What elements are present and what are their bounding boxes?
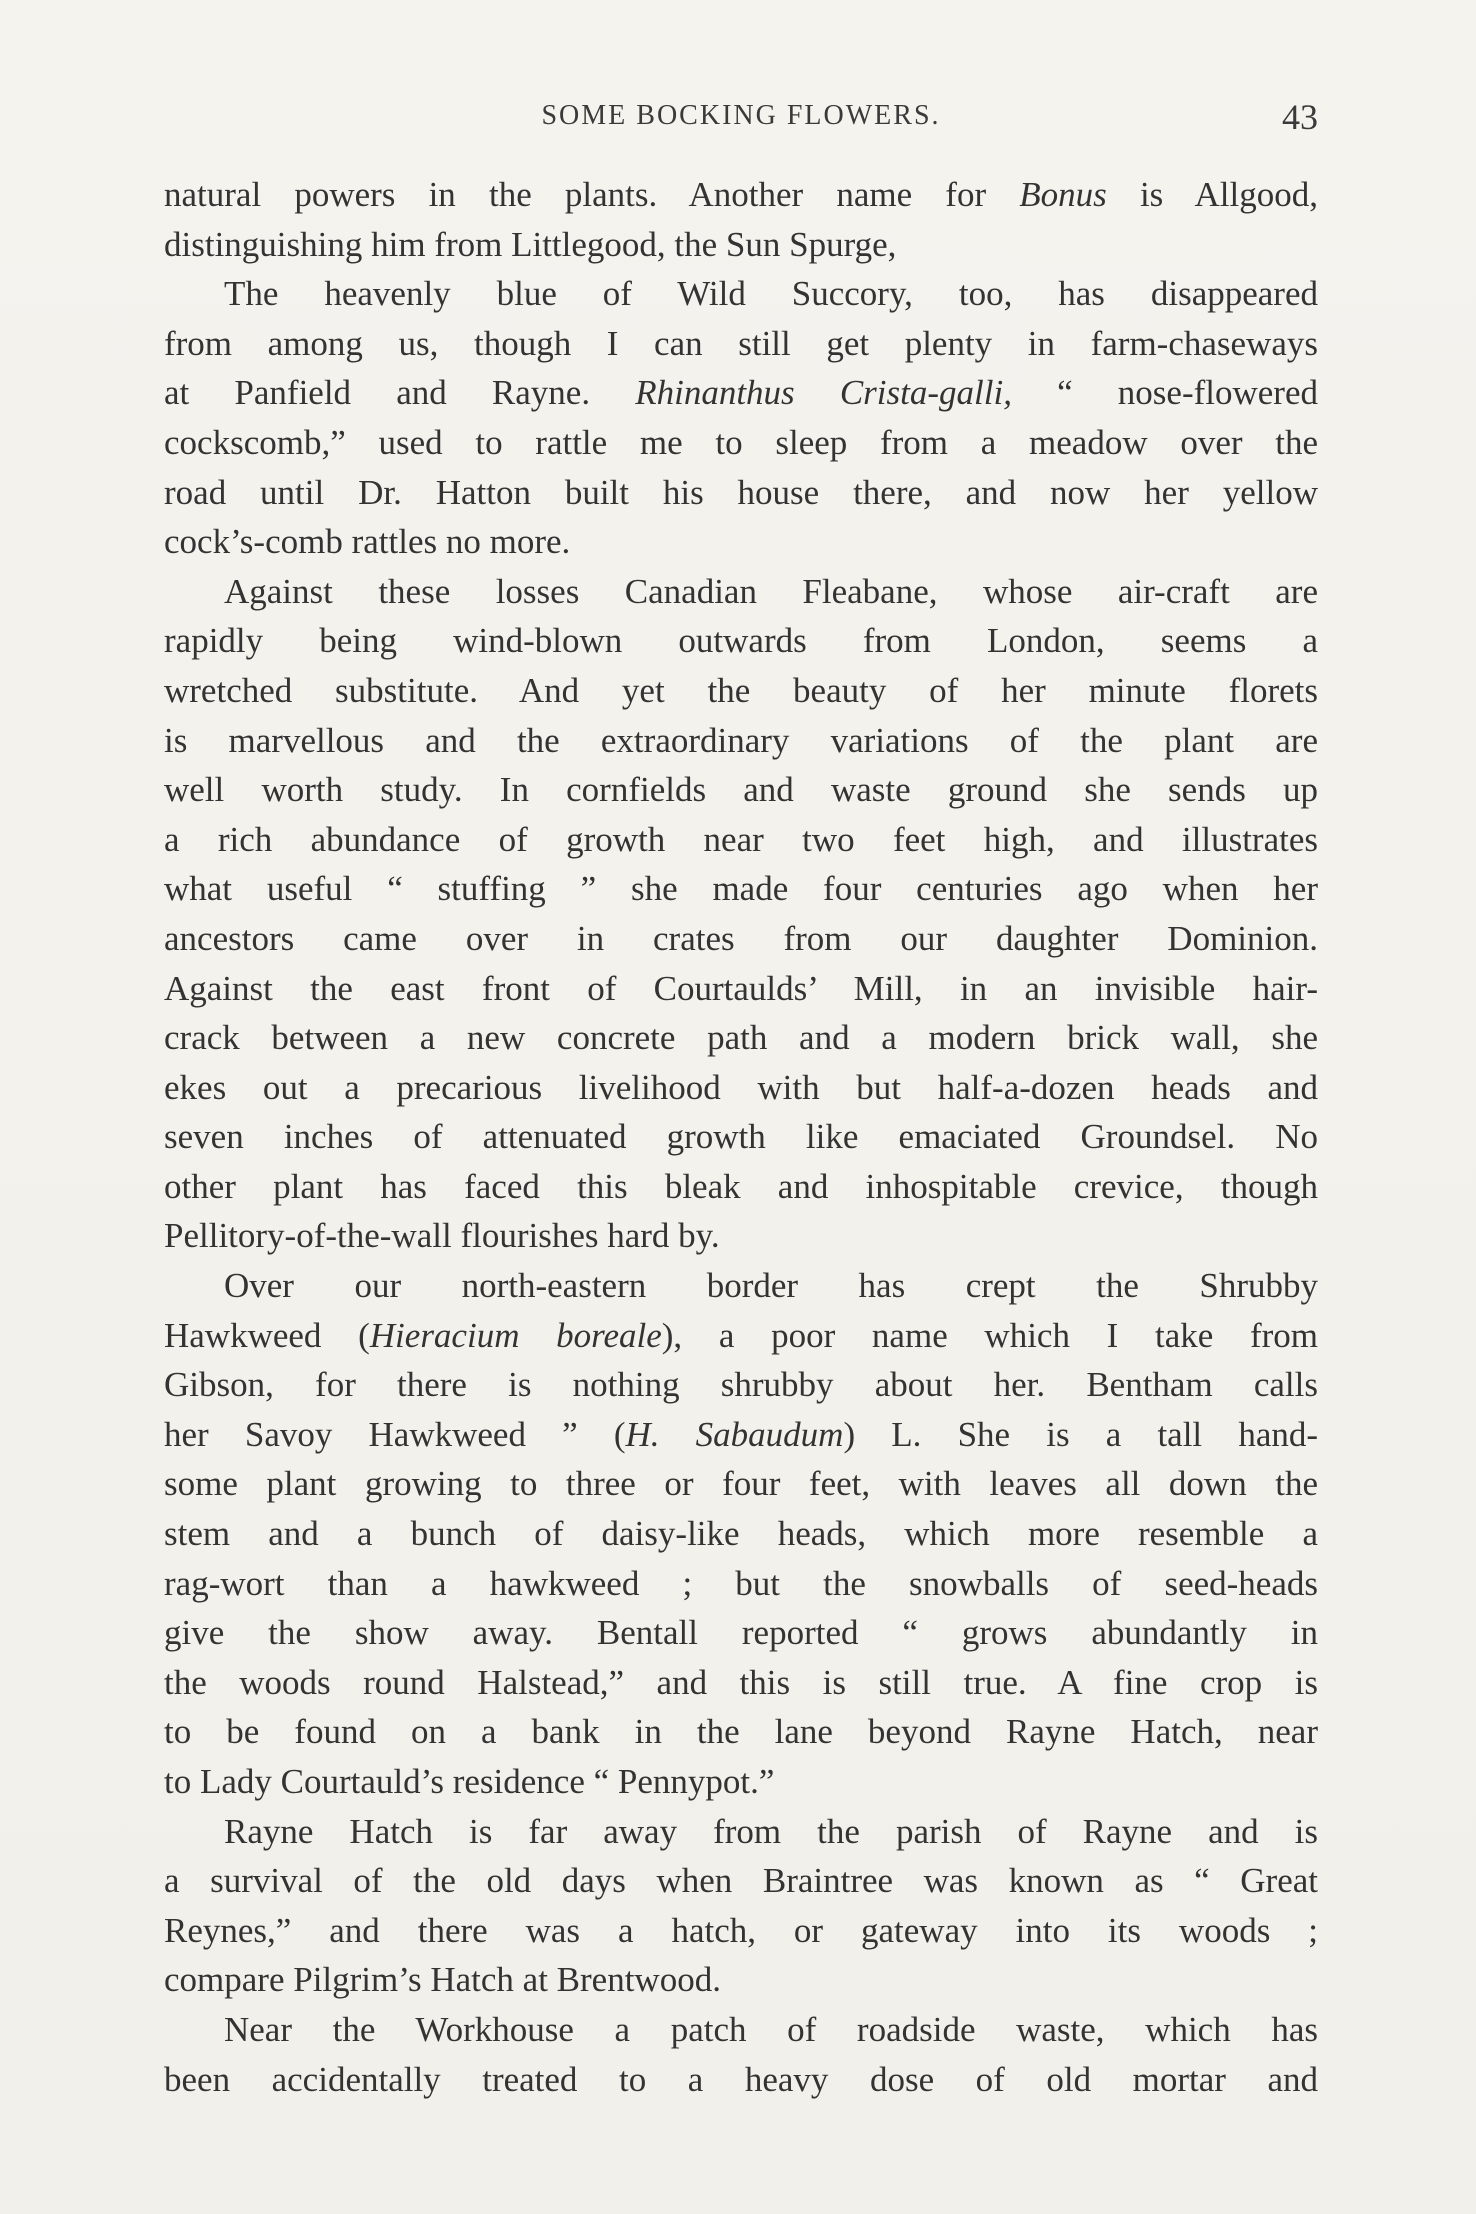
text-line (164, 269, 1318, 319)
text-line (164, 815, 1318, 865)
text-segment: Reynes,” and there was a hatch, or gateway into its woods ; (164, 1910, 1318, 1950)
text-line (164, 1559, 1318, 1609)
text-line (164, 1410, 1318, 1460)
text-line (164, 1707, 1318, 1757)
text-line (164, 1509, 1318, 1559)
text-segment: natural powers in the plants. Another name for (164, 175, 1020, 214)
text-segment: stem and a bunch of daisy-like heads, which more resemble a (164, 1514, 1318, 1554)
text-segment: to Lady Courtauld’s residence “ Pennypot.” (164, 1762, 775, 1801)
italic-text: Rhinanthus Crista-galli, (635, 373, 1012, 413)
text-segment: Against the east front of Courtaulds’ Mill, in an invisible hair- (164, 968, 1318, 1008)
text-line (164, 1261, 1318, 1311)
text-segment: a rich abundance of growth near two feet high, and illustrates (164, 819, 1318, 859)
text-segment: the woods round Halstead,” and this is still true. A fine crop is (164, 1662, 1318, 1702)
text-segment: is Allgood, (1106, 175, 1318, 214)
text-segment: seven inches of attenuated growth like emaciated Groundsel. No (164, 1117, 1318, 1157)
text-line (164, 517, 1318, 567)
text-line (164, 864, 1318, 914)
text-segment: crack between a new concrete path and a modern brick wall, she (164, 1018, 1318, 1058)
text-segment: what useful “ stuffing ” she made four centuries ago when her (164, 869, 1318, 909)
text-segment: wretched substitute. And yet the beauty of her minute florets (164, 670, 1318, 710)
text-segment: ekes out a precarious livelihood with but half-a-dozen heads and (164, 1067, 1318, 1107)
text-line (164, 418, 1318, 468)
text-segment: a survival of the old days when Braintree was known as “ Great (164, 1861, 1318, 1901)
text-segment: rapidly being wind-blown outwards from London, seems a (164, 621, 1318, 661)
text-line (164, 1013, 1318, 1063)
text-segment: Gibson, for there is nothing shrubby about her. Bentham calls (164, 1365, 1318, 1405)
text-line (164, 1311, 1318, 1361)
text-line (164, 170, 1318, 220)
running-title: SOME BOCKING FLOWERS. (541, 100, 941, 131)
text-segment: Rayne Hatch is far away from the parish of Rayne and is (224, 1811, 1318, 1851)
text-line (164, 1112, 1318, 1162)
text-segment: compare Pilgrim’s Hatch at Brentwood. (164, 1960, 721, 2000)
text-line (164, 2055, 1318, 2105)
text-line (164, 1856, 1318, 1906)
text-line (164, 220, 1318, 270)
text-line (164, 2005, 1318, 2055)
text-segment: road until Dr. Hatton built his house there, and now her yellow (164, 472, 1318, 512)
text-line (164, 716, 1318, 766)
text-segment: cock’s-comb rattles no more. (164, 522, 571, 562)
text-segment: Hawkweed ( (164, 1315, 370, 1355)
text-segment: Against these losses Canadian Fleabane, whose air-craft are (224, 571, 1318, 611)
text-line (164, 964, 1318, 1014)
text-line (164, 1757, 1318, 1807)
text-segment: other plant has faced this bleak and inhospitable crevice, though (164, 1166, 1318, 1206)
text-segment: her Savoy Hawkweed ” ( (164, 1414, 626, 1454)
text-line (164, 1807, 1318, 1857)
text-line (164, 1955, 1318, 2005)
text-line (164, 1063, 1318, 1113)
text-segment: ), a poor name which I take from (661, 1315, 1318, 1355)
text-segment: at Panfield and Rayne. (164, 373, 636, 413)
body-text (164, 170, 1318, 2104)
text-line (164, 1658, 1318, 1708)
text-line (164, 1906, 1318, 1956)
text-segment: is marvellous and the extraordinary variations of the plant are (164, 720, 1318, 760)
text-segment: some plant growing to three or four feet, with leaves all down the (164, 1464, 1318, 1504)
text-segment: been accidentally treated to a heavy dose of old mortar and (164, 2059, 1318, 2099)
page-number: 43 (1282, 97, 1318, 137)
text-segment: Pellitory-of-the-wall flourishes hard by. (164, 1216, 720, 1256)
text-line (164, 765, 1318, 815)
text-line (164, 319, 1318, 369)
italic-text: Bonus (1019, 175, 1107, 214)
text-line (164, 468, 1318, 518)
italic-text: H. Sabaudum (625, 1414, 844, 1454)
text-segment: cockscomb,” used to rattle me to sleep from a meadow over the (164, 422, 1318, 462)
text-segment: Near the Workhouse a patch of roadside waste, which has (224, 2009, 1318, 2049)
text-line (164, 1211, 1318, 1261)
text-segment: rag-wort than a hawkweed ; but the snowballs of seed-heads (164, 1563, 1318, 1603)
text-segment: Over our north-eastern border has crept the Shrubby (224, 1266, 1318, 1306)
text-segment: well worth study. In cornfields and waste ground she sends up (164, 770, 1318, 810)
text-line (164, 1360, 1318, 1410)
text-segment: The heavenly blue of Wild Succory, too, has disappeared (224, 274, 1318, 314)
text-segment: ) L. She is a tall hand- (843, 1414, 1319, 1454)
text-line (164, 1162, 1318, 1212)
text-line (164, 567, 1318, 617)
text-line (164, 368, 1318, 418)
text-line (164, 616, 1318, 666)
text-segment: from among us, though I can still get plenty in farm-chaseways (164, 323, 1318, 363)
text-segment: give the show away. Bentall reported “ grows abundantly in (164, 1613, 1318, 1653)
text-segment: distinguishing him from Littlegood, the Sun Spurge, (164, 224, 897, 264)
page-header (164, 96, 1318, 146)
text-line (164, 914, 1318, 964)
text-line (164, 666, 1318, 716)
text-segment: to be found on a bank in the lane beyond Rayne Hatch, near (164, 1712, 1318, 1752)
text-segment: “ nose-flowered (1011, 373, 1318, 413)
italic-text: Hieracium boreale (369, 1315, 662, 1355)
text-line (164, 1608, 1318, 1658)
text-segment: ancestors came over in crates from our daughter Dominion. (164, 918, 1318, 958)
text-line (164, 1459, 1318, 1509)
